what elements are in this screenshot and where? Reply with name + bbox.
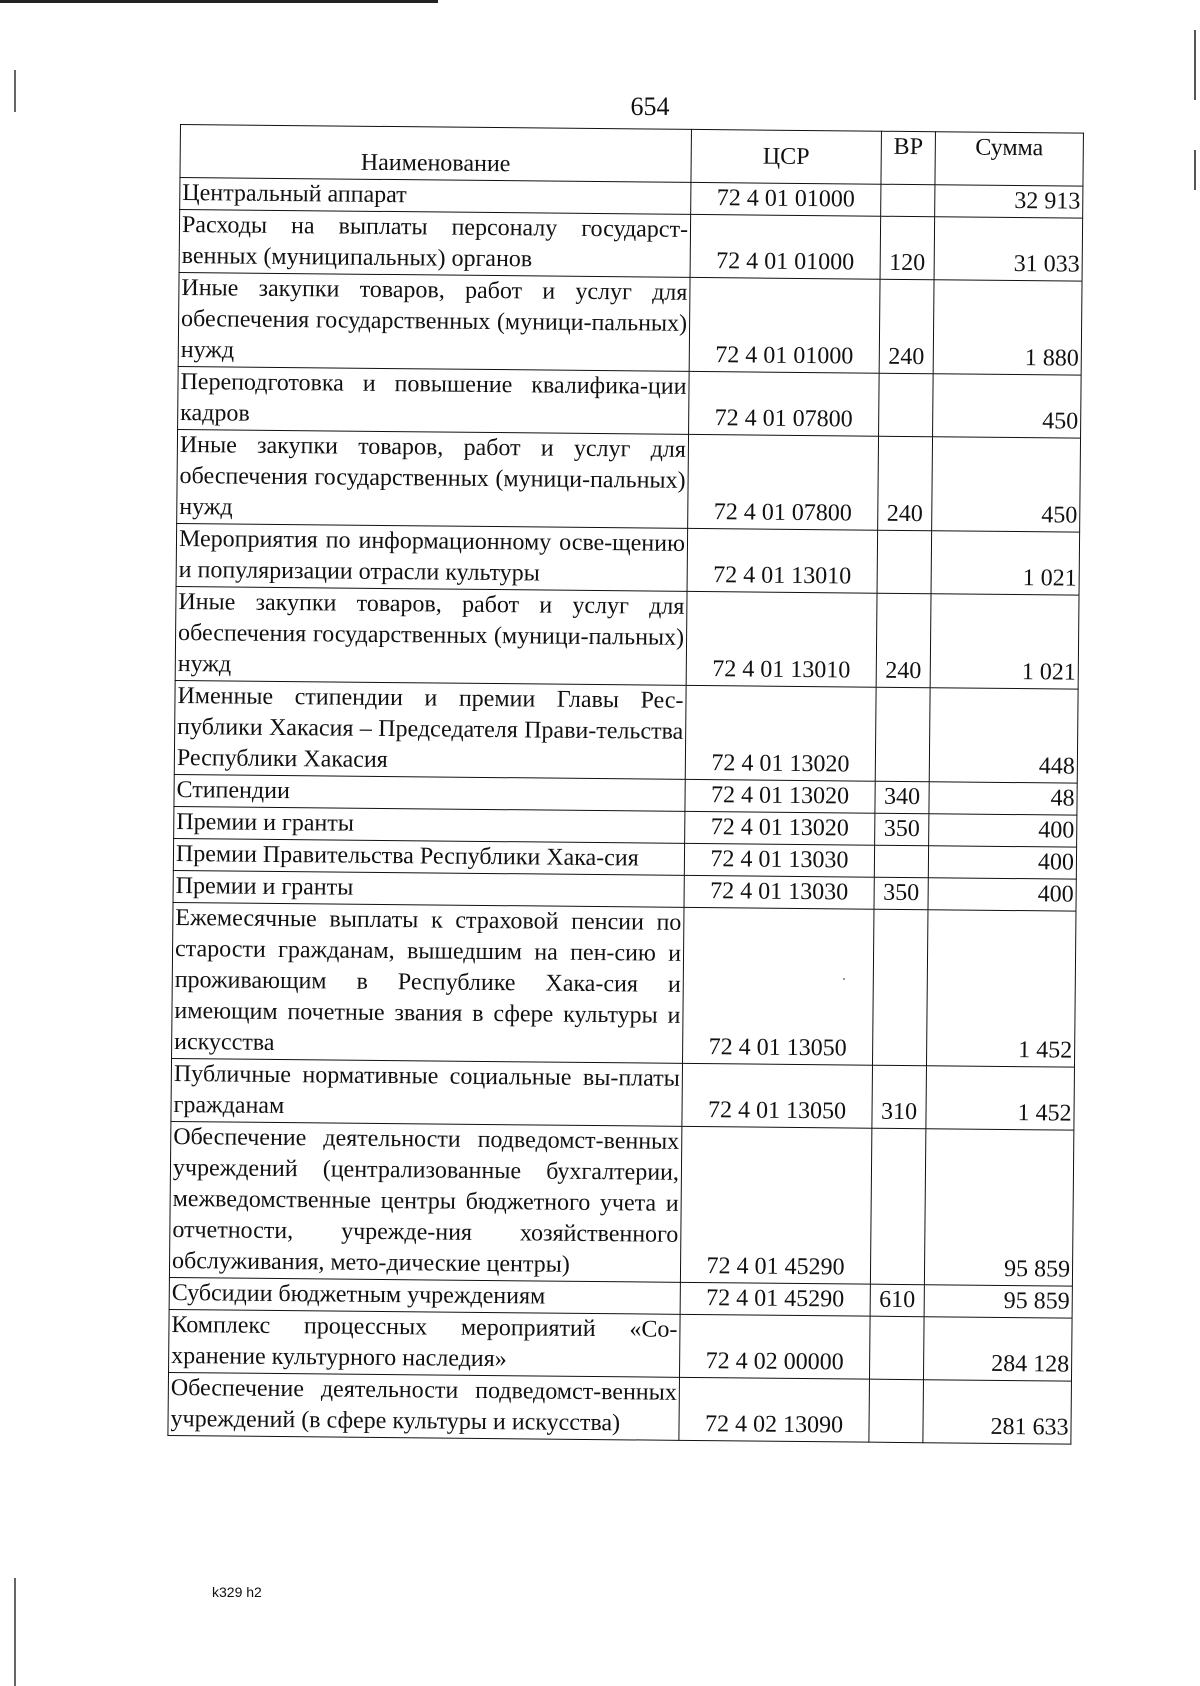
header-csr: ЦСР: [691, 129, 882, 184]
scan-margin-mark: [1194, 30, 1196, 100]
row-csr-cell: 72 4 01 13050: [683, 907, 874, 1065]
table-header-row: [180, 125, 1083, 187]
table-row: [169, 1309, 1073, 1381]
row-vr-cell: 240: [879, 279, 934, 374]
row-sum-cell: 31 033: [934, 217, 1083, 281]
row-sum-cell: 450: [932, 437, 1081, 532]
table-row: [171, 1058, 1075, 1130]
row-vr-cell: 240: [878, 436, 933, 531]
row-csr-cell: 72 4 01 13010: [686, 591, 877, 687]
row-csr-cell: 72 4 01 07800: [688, 434, 879, 530]
row-vr-cell: 240: [876, 593, 931, 688]
row-sum-cell: 1 452: [926, 910, 1075, 1067]
row-name-cell: Премии Правительства Республики Хака-сия: [173, 838, 684, 875]
row-name-cell: Иные закупки товаров, работ и услуг для обеспечения государственных (муници-пальных) нужд: [178, 272, 690, 371]
page-number: 654: [630, 92, 670, 121]
row-vr-cell: [872, 909, 927, 1066]
row-csr-cell: 72 4 01 13030: [684, 843, 874, 877]
row-vr-cell: 350: [874, 877, 928, 910]
row-csr-cell: 72 4 02 13090: [679, 1377, 870, 1442]
row-csr-cell: 72 4 01 01000: [690, 214, 881, 279]
table-body: [168, 178, 1083, 1445]
row-name-cell: Расходы на выплаты персоналу государст-венных (муниципальных) органов: [179, 210, 691, 278]
row-sum-cell: 400: [928, 878, 1076, 911]
row-vr-cell: [877, 530, 932, 594]
row-vr-cell: [879, 373, 934, 437]
row-name-cell: Мероприятия по информационному осве-щению и популяризации отрасли культуры: [176, 523, 688, 591]
row-sum-cell: 32 913: [935, 185, 1083, 218]
row-sum-cell: 95 859: [924, 1285, 1072, 1318]
scan-margin-mark: [14, 1578, 16, 1686]
row-sum-cell: 281 633: [923, 1380, 1072, 1444]
header-sum: Сумма: [935, 132, 1084, 186]
table-row: [172, 902, 1076, 1067]
row-vr-cell: 340: [875, 781, 929, 814]
row-name-cell: Ежемесячные выплаты к страховой пенсии по старости гражданам, вышедшим на пен-сию и проживающим в Республике Хака-сия и имеющим почетные звания в сфере культуры и искусства: [172, 902, 684, 1063]
row-sum-cell: 1 880: [933, 280, 1082, 375]
row-vr-cell: [869, 1316, 924, 1380]
row-name-cell: Иные закупки товаров, работ и услуг для обеспечения государственных (муници-пальных) нужд: [177, 429, 689, 528]
row-name-cell: Субсидии бюджетным учреждениям: [169, 1277, 680, 1314]
row-sum-cell: 400: [928, 846, 1076, 879]
row-csr-cell: 72 4 01 45290: [680, 1126, 871, 1284]
table-row: [175, 586, 1079, 689]
row-sum-cell: 1 021: [931, 531, 1080, 595]
row-csr-cell: 72 4 01 13030: [684, 875, 874, 909]
row-name-cell: Премии и гранты: [174, 806, 685, 843]
row-name-cell: Обеспечение деятельности подведомст-венных учреждений (централизованные бухгалтерии, межведомственные центры бюджетного учета и отчетности, учрежде-ния хозяйственного обслуживания, мето-дические центры): [169, 1121, 681, 1282]
table-row: [179, 210, 1083, 282]
row-name-cell: Публичные нормативные социальные вы-платы гражданам: [171, 1058, 683, 1126]
table-row: [169, 1121, 1073, 1286]
row-vr-cell: [875, 687, 930, 782]
row-name-cell: Переподготовка и повышение квалифика-ции кадров: [178, 366, 690, 434]
row-csr-cell: 72 4 01 45290: [680, 1282, 870, 1316]
row-sum-cell: 448: [929, 688, 1078, 783]
row-vr-cell: 310: [872, 1065, 927, 1129]
row-name-cell: Комплекс процессных мероприятий «Со-хранение культурного наследия»: [169, 1309, 681, 1377]
row-csr-cell: 72 4 01 13020: [685, 685, 876, 781]
budget-table: [167, 124, 1084, 1445]
table-row: [174, 680, 1078, 783]
header-name: Наименование: [180, 125, 691, 183]
row-csr-cell: 72 4 01 01000: [691, 182, 881, 216]
row-sum-cell: 400: [929, 814, 1077, 847]
row-name-cell: Стипендии: [174, 774, 685, 811]
table-row: [177, 429, 1081, 532]
row-name-cell: Иные закупки товаров, работ и услуг для обеспечения государственных (муници-пальных) нужд: [175, 586, 687, 685]
row-csr-cell: 72 4 01 13020: [685, 779, 875, 813]
row-sum-cell: 95 859: [924, 1129, 1073, 1286]
footer-code: k329 h2: [212, 1584, 262, 1600]
row-vr-cell: [881, 184, 935, 217]
row-vr-cell: 610: [870, 1284, 924, 1317]
row-csr-cell: 72 4 01 13050: [682, 1063, 873, 1128]
row-sum-cell: 284 128: [923, 1317, 1072, 1381]
row-vr-cell: 350: [875, 813, 929, 846]
header-vr: ВР: [881, 131, 936, 185]
row-vr-cell: 120: [880, 216, 935, 280]
row-csr-cell: 72 4 01 13010: [687, 528, 878, 593]
row-csr-cell: 72 4 02 00000: [679, 1314, 870, 1379]
table-row: [168, 1372, 1072, 1444]
row-sum-cell: 48: [929, 782, 1077, 815]
row-name-cell: Центральный аппарат: [180, 178, 691, 215]
row-sum-cell: 450: [933, 374, 1082, 438]
row-csr-cell: 72 4 01 13020: [685, 811, 875, 845]
table-row: [178, 366, 1082, 438]
scan-edge-line: [0, 0, 438, 3]
row-name-cell: Обеспечение деятельности подведомст-венных учреждений (в сфере культуры и искусства): [168, 1372, 680, 1440]
row-vr-cell: [869, 1379, 924, 1443]
row-csr-cell: 72 4 01 01000: [689, 277, 880, 373]
table-row: [176, 523, 1080, 595]
row-vr-cell: [870, 1128, 925, 1285]
row-name-cell: Именные стипендии и премии Главы Рес-публики Хакасия – Председателя Прави-тельства Республики Хакасия: [174, 680, 686, 779]
table-row: [178, 272, 1082, 375]
scan-margin-mark: [1194, 150, 1196, 190]
row-csr-cell: 72 4 01 07800: [689, 371, 880, 436]
row-sum-cell: 1 021: [930, 594, 1079, 689]
row-sum-cell: 1 452: [926, 1066, 1075, 1130]
row-name-cell: Премии и гранты: [173, 870, 684, 907]
row-vr-cell: [874, 845, 928, 878]
